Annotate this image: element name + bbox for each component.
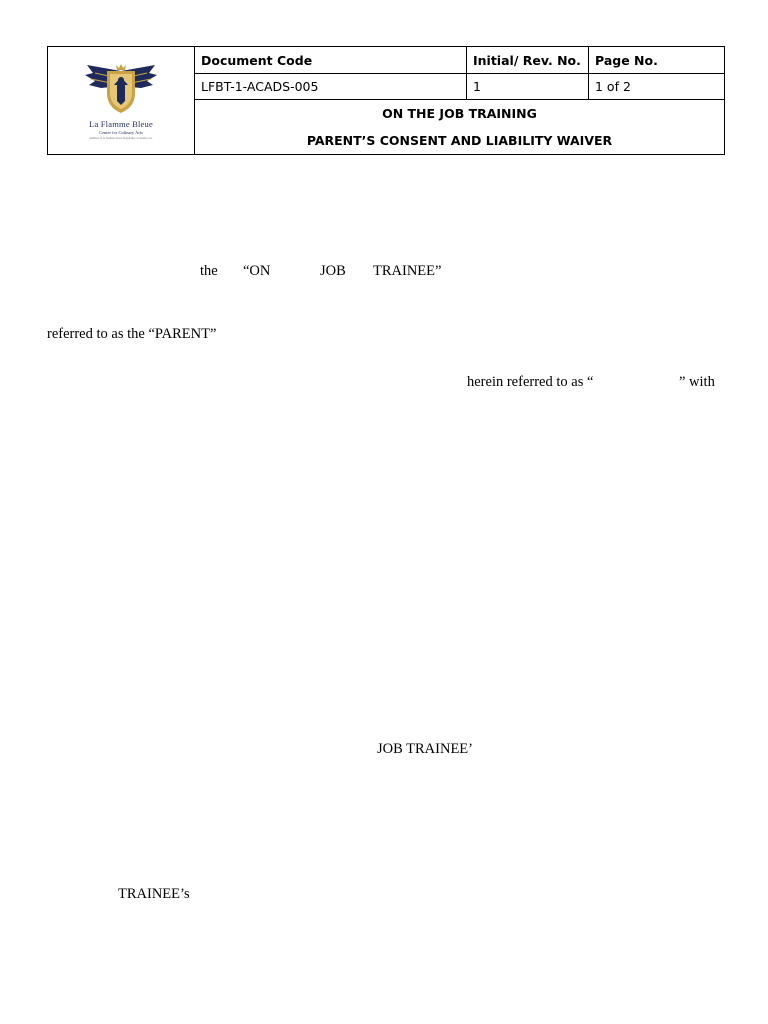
text-job: JOB xyxy=(320,263,346,279)
document-header-table xyxy=(47,46,725,155)
revision-value: 1 xyxy=(467,74,589,100)
text-trainees: TRAINEE’s xyxy=(118,886,190,902)
text-on: “ON xyxy=(243,263,271,279)
revision-label: Initial/ Rev. No. xyxy=(467,47,589,74)
text-trainee: TRAINEE” xyxy=(373,263,442,279)
text-job-trainee: JOB TRAINEE’ xyxy=(377,741,473,757)
text-the: the xyxy=(200,263,218,279)
text-with: ” with xyxy=(679,374,715,390)
logo-cell xyxy=(48,47,195,155)
eagle-crest-icon xyxy=(81,61,161,117)
document-code-value: LFBT-1-ACADS-005 xyxy=(195,74,467,100)
logo-fine-print: member of la flamme bleue hospitality academy, inc. xyxy=(89,136,153,140)
page-value: 1 of 2 xyxy=(589,74,725,100)
document-title xyxy=(195,100,725,155)
text-herein: herein referred to as “ xyxy=(467,374,594,390)
logo-name: La Flamme Bleue xyxy=(89,119,153,129)
title-line-2: PARENT’S CONSENT AND LIABILITY WAIVER xyxy=(306,133,613,148)
page-label: Page No. xyxy=(589,47,725,74)
text-referred-parent: referred to as the “PARENT” xyxy=(47,326,217,342)
title-line-1: ON THE JOB TRAINING xyxy=(382,106,537,121)
logo-subtitle: Center for Culinary Arts xyxy=(99,130,143,135)
document-code-label: Document Code xyxy=(195,47,467,74)
